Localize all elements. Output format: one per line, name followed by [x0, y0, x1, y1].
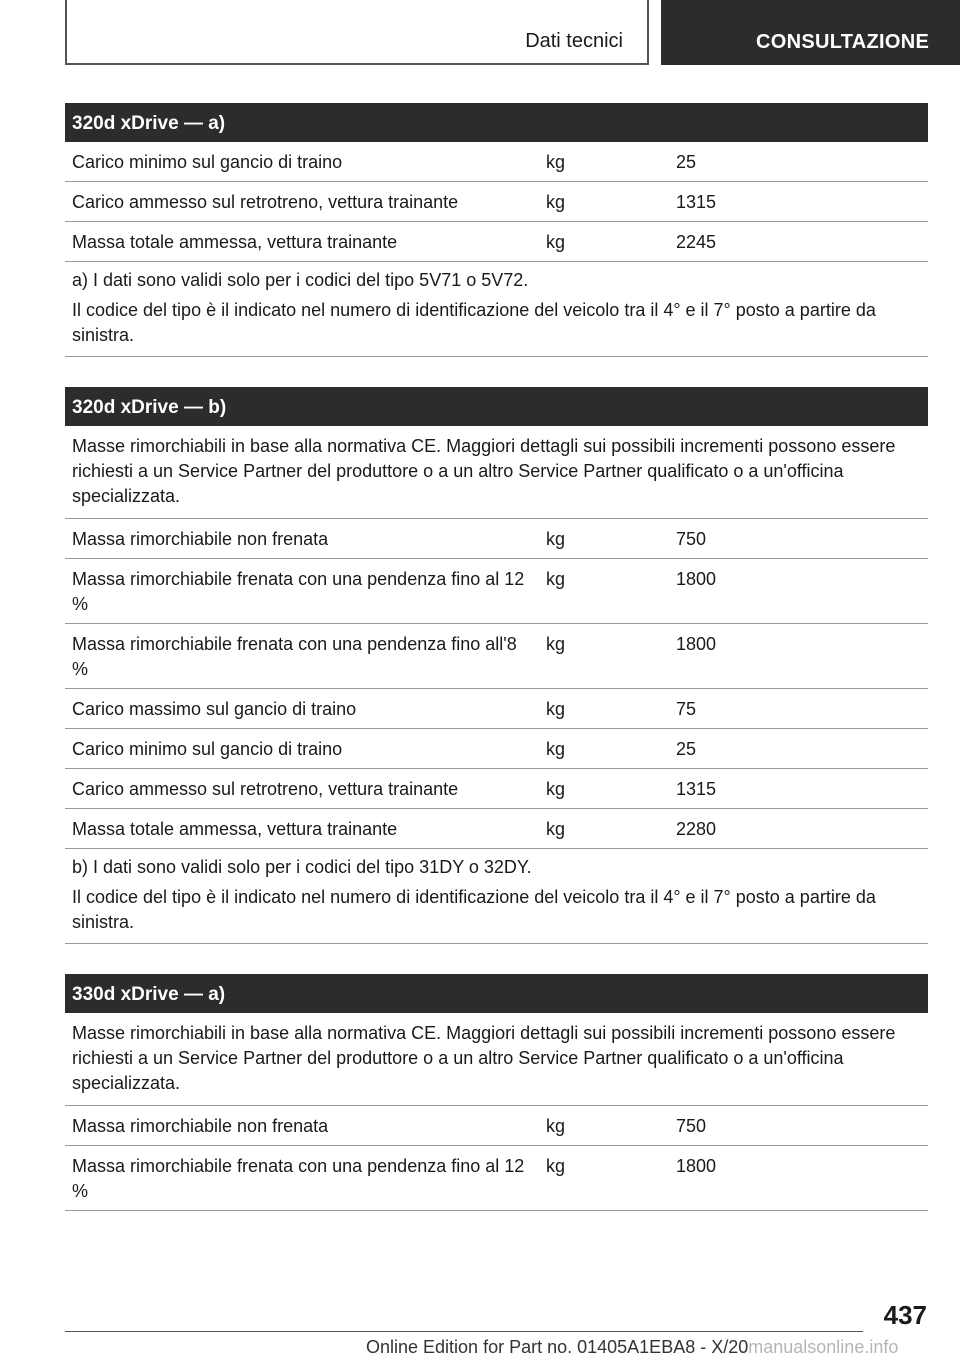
table-row: [65, 809, 928, 849]
footnote-line: a) I dati sono validi solo per i codici del tipo 5V71 o 5V72.: [72, 270, 529, 290]
table-row: [65, 689, 928, 729]
row-unit: kg: [546, 819, 566, 839]
chapter-tab: [661, 0, 960, 65]
section-title: Dati tecnici: [525, 30, 623, 52]
footer-divider: [65, 1331, 863, 1332]
footnote-line: Il codice del tipo è il indicato nel numero di identificazione del veicolo tra il 4° e il 7° posto a partire da sinistra.: [72, 300, 876, 345]
row-value: 1800: [676, 634, 717, 654]
row-value: 1800: [676, 569, 717, 589]
table-row: [65, 1106, 928, 1146]
footer-edition: [366, 1337, 898, 1358]
row-value: 25: [676, 739, 697, 759]
spec-block: [65, 974, 928, 1211]
row-unit: kg: [546, 232, 566, 252]
table-row: [65, 519, 928, 559]
footnote: [65, 262, 928, 357]
table-row: [65, 1146, 928, 1211]
row-value: 1315: [676, 779, 717, 799]
row-value: 1800: [676, 1156, 717, 1176]
block-title: 320d xDrive — b): [65, 387, 928, 426]
footnote-line: b) I dati sono validi solo per i codici del tipo 31DY o 32DY.: [72, 857, 532, 877]
row-label: Carico ammesso sul retrotreno, vettura trainante: [72, 192, 459, 212]
row-label: Massa totale ammessa, vettura trainante: [72, 819, 398, 839]
table-row: [65, 729, 928, 769]
row-unit: kg: [546, 569, 566, 589]
footnote: [65, 849, 928, 944]
row-label: Massa rimorchiabile frenata con una pendenza fino all'8 %: [72, 634, 517, 679]
row-unit: kg: [546, 529, 566, 549]
block-intro: Masse rimorchiabili in base alla normativa CE. Maggiori dettagli sui possibili incrementi possono essere richiesti a un Service Partner del produttore o a un altro Service Partner qualificato o a un'officina specializzata.: [65, 426, 928, 519]
row-label: Massa rimorchiabile frenata con una pendenza fino al 12 %: [72, 1156, 525, 1201]
row-value: 75: [676, 699, 697, 719]
spec-content: [65, 103, 928, 1241]
row-value: 750: [676, 529, 707, 549]
table-row: [65, 142, 928, 182]
footnote-line: Il codice del tipo è il indicato nel numero di identificazione del veicolo tra il 4° e il 7° posto a partire da sinistra.: [72, 887, 876, 932]
row-label: Massa rimorchiabile non frenata: [72, 529, 329, 549]
table-row: [65, 559, 928, 624]
row-label: Carico minimo sul gancio di traino: [72, 152, 343, 172]
row-unit: kg: [546, 192, 566, 212]
row-unit: kg: [546, 1156, 566, 1176]
table-row: [65, 222, 928, 262]
row-unit: kg: [546, 1116, 566, 1136]
block-intro: Masse rimorchiabili in base alla normativa CE. Maggiori dettagli sui possibili incrementi possono essere richiesti a un Service Partner del produttore o a un altro Service Partner qualificato o a un'officina specializzata.: [65, 1013, 928, 1106]
row-unit: kg: [546, 779, 566, 799]
row-value: 2280: [676, 819, 717, 839]
table-row: [65, 182, 928, 222]
table-row: [65, 769, 928, 809]
row-label: Carico ammesso sul retrotreno, vettura trainante: [72, 779, 459, 799]
spec-block: [65, 103, 928, 357]
row-unit: kg: [546, 152, 566, 172]
row-label: Massa rimorchiabile frenata con una pendenza fino al 12 %: [72, 569, 525, 614]
row-label: Massa totale ammessa, vettura trainante: [72, 232, 398, 252]
row-label: Carico massimo sul gancio di traino: [72, 699, 357, 719]
table-row: [65, 624, 928, 689]
row-unit: kg: [546, 699, 566, 719]
page-number: 437: [883, 1300, 927, 1330]
block-title: 320d xDrive — a): [65, 103, 928, 142]
chapter-title: CONSULTAZIONE: [756, 31, 930, 53]
row-value: 750: [676, 1116, 707, 1136]
row-value: 2245: [676, 232, 717, 252]
header-section-box: [65, 0, 649, 65]
row-unit: kg: [546, 634, 566, 654]
row-value: 1315: [676, 192, 717, 212]
spec-block: [65, 387, 928, 944]
row-label: Massa rimorchiabile non frenata: [72, 1116, 329, 1136]
row-unit: kg: [546, 739, 566, 759]
edition-text: Online Edition for Part no. 01405A1EBA8 - X/20: [366, 1337, 749, 1357]
block-title: 330d xDrive — a): [65, 974, 928, 1013]
watermark-text: manualsonline.info: [748, 1337, 899, 1357]
row-label: Carico minimo sul gancio di traino: [72, 739, 343, 759]
row-value: 25: [676, 152, 697, 172]
